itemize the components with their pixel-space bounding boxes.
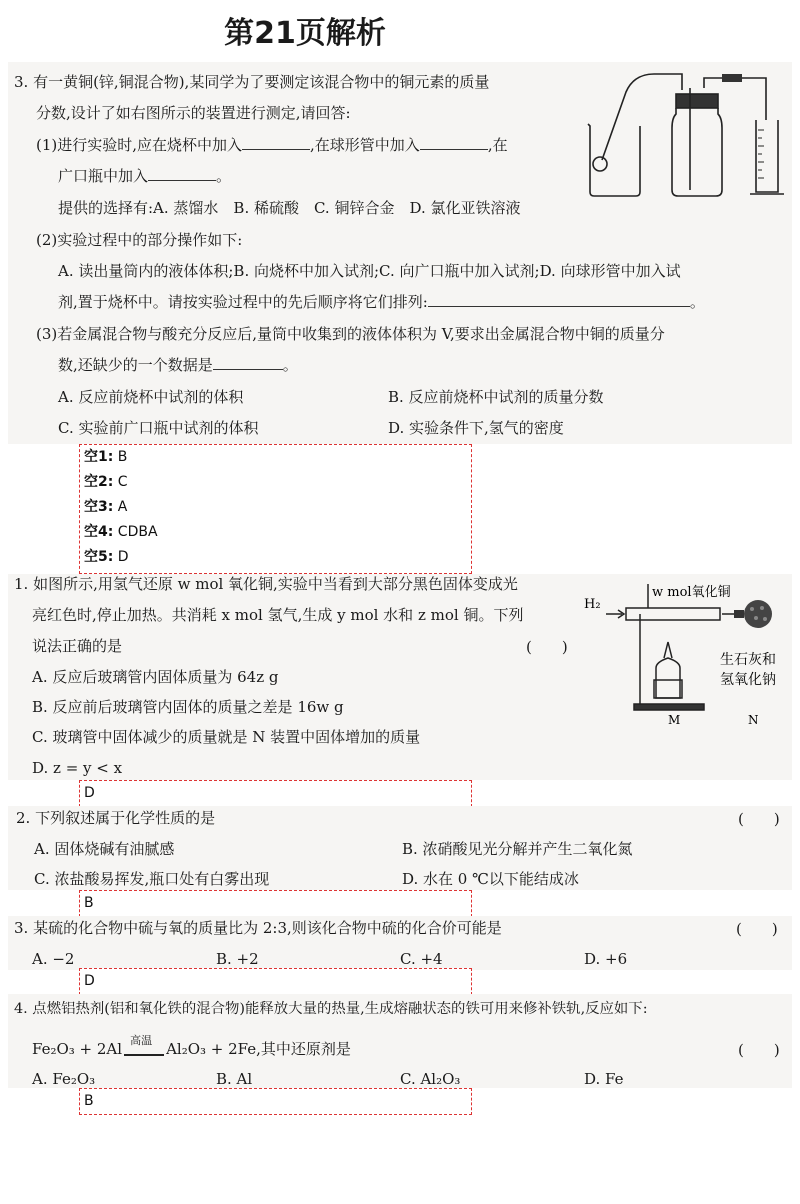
answer-box-q3	[79, 444, 472, 574]
q3-part3-b: 数,还缺少的一个数据是	[58, 356, 213, 374]
q4-option-d: D. Fe	[584, 1070, 624, 1088]
answer-key: 空5:	[84, 549, 114, 565]
q3-part2-line2	[58, 292, 705, 312]
lamp	[656, 658, 680, 698]
q3b-option-d: D. +6	[584, 950, 628, 968]
q1-option-c: C. 玻璃管中固体减少的质量就是 N 装置中固体增加的质量	[32, 728, 421, 746]
answer-box-q2	[79, 890, 472, 917]
page-title: 第21页解析	[224, 16, 386, 51]
q3-part2-b: 剂,置于烧杯中。请按实验过程中的先后顺序将它们排列:	[58, 293, 428, 311]
q3b-paren: ( )	[736, 920, 778, 938]
q3-part2: (2)实验过程中的部分操作如下:	[36, 231, 243, 249]
q3-part1-a: (1)进行实验时,应在烧杯中加入	[36, 136, 243, 154]
blank-3	[148, 166, 216, 181]
answer-value: B	[84, 1093, 94, 1109]
answer-row	[80, 545, 471, 570]
q3b-option-a: A. −2	[32, 950, 75, 968]
reduction-figure	[582, 578, 792, 726]
q2-option-c: C. 浓盐酸易挥发,瓶口处有白雾出现	[34, 870, 270, 888]
answer-value: B	[84, 895, 94, 911]
lime-label-2: 氢氧化钠	[720, 672, 776, 688]
answer-value: CDBA	[117, 524, 158, 540]
q4-paren: ( )	[738, 1041, 780, 1059]
blank-4	[428, 292, 690, 307]
answer-row	[80, 520, 471, 545]
q2-stem: 2. 下列叙述属于化学性质的是	[16, 809, 216, 827]
q3-part3-line2	[58, 355, 298, 375]
q4-eq-cond: 高温	[130, 1034, 153, 1047]
answer-row	[80, 445, 471, 470]
q3-part1-b: ,在球形管中加入	[310, 136, 420, 154]
answer-box-q3b	[79, 968, 472, 995]
q3-part1	[36, 135, 508, 155]
answer-row	[80, 495, 471, 520]
q3-option-a: A. 反应前烧杯中试剂的体积	[58, 388, 244, 406]
q4-option-c: C. Al₂O₃	[400, 1070, 461, 1088]
q3-option-b: B. 反应前烧杯中试剂的质量分数	[388, 388, 604, 406]
q3-part2-c: 。	[689, 293, 705, 311]
q3-part2-ops: A. 读出量筒内的液体体积;B. 向烧杯中加入试剂;C. 向广口瓶中加入试剂;D. 向球形管中加入试	[58, 262, 681, 280]
answer-key: 空1:	[84, 449, 114, 465]
q4-eq-left: Fe₂O₃ + 2Al	[32, 1040, 123, 1058]
q2-option-d: D. 水在 0 ℃以下能结成冰	[402, 870, 579, 888]
q4-eq-arrow	[124, 1034, 164, 1056]
lime-label-1: 生石灰和	[720, 652, 776, 668]
q3b-option-b: B. +2	[216, 950, 259, 968]
q3-line-1: 3. 有一黄铜(锌,铜混合物),某同学为了要测定该混合物中的铜元素的质量	[14, 73, 490, 91]
answer-value: D	[84, 973, 95, 989]
q4-option-b: B. Al	[216, 1070, 253, 1088]
bottle	[672, 108, 722, 196]
q3-part3: (3)若金属混合物与酸充分反应后,量筒中收集到的液体体积为 V,要求出金属混合物中铜的质量分	[36, 325, 665, 343]
q3-part1-line2	[58, 166, 231, 186]
q1-option-a: A. 反应后玻璃管内固体质量为 64z g	[32, 668, 279, 686]
q3-part1-e: 。	[216, 167, 232, 185]
q2-option-b: B. 浓硝酸见光分解并产生二氧化氮	[402, 840, 633, 858]
q4-stem: 4. 点燃铝热剂(铝和氧化铁的混合物)能释放大量的热量,生成熔融状态的铁可用来修补铁轨,反应如下:	[14, 1001, 648, 1017]
q4-equation	[32, 1034, 351, 1059]
bulb-tube	[602, 74, 682, 160]
m-label: M	[668, 713, 681, 726]
stopper	[676, 94, 718, 108]
answer-box-q1	[79, 780, 472, 807]
q3b-option-c: C. +4	[400, 950, 443, 968]
answer-value: D	[84, 785, 95, 801]
drying-tube-N	[744, 600, 772, 628]
apparatus-figure	[582, 64, 792, 204]
q3-line-2: 分数,设计了如右图所示的装置进行测定,请回答:	[36, 104, 351, 122]
q4-eq-right: Al₂O₃ + 2Fe,其中还原剂是	[166, 1040, 351, 1058]
n-label: N	[748, 713, 759, 726]
blank-1	[242, 135, 310, 150]
q3-part1-d: 广口瓶中加入	[58, 167, 149, 185]
answer-value: D	[117, 549, 129, 565]
q1-paren: ( )	[526, 638, 568, 656]
cylinder	[756, 120, 778, 192]
blank-2	[420, 135, 488, 150]
q3-part3-c: 。	[282, 356, 298, 374]
q3-option-c: C. 实验前广口瓶中试剂的体积	[58, 419, 259, 437]
q1-line-1: 1. 如图所示,用氢气还原 w mol 氧化铜,实验中当看到大部分黑色固体变成光	[14, 575, 518, 593]
q3-option-d: D. 实验条件下,氢气的密度	[388, 419, 564, 437]
answer-key: 空2:	[84, 474, 114, 490]
q3b-stem: 3. 某硫的化合物中硫与氧的质量比为 2:3,则该化合物中硫的化合价可能是	[14, 919, 502, 937]
q1-option-b: B. 反应前后玻璃管内固体的质量之差是 16w g	[32, 698, 344, 716]
beaker	[588, 124, 640, 196]
bulb	[593, 157, 607, 171]
cuo-label: w mol氧化铜	[652, 585, 731, 600]
q3-choices: 提供的选择有:A. 蒸馏水 B. 稀硫酸 C. 铜锌合金 D. 氯化亚铁溶液	[58, 199, 521, 217]
q1-line-3: 说法正确的是	[32, 637, 123, 655]
q4-option-a: A. Fe₂O₃	[32, 1070, 96, 1088]
answer-row	[80, 470, 471, 495]
q2-paren: ( )	[738, 810, 780, 828]
q1-option-d: D. z = y < x	[32, 759, 123, 777]
h2-label: H₂	[584, 597, 601, 612]
answer-key: 空3:	[84, 499, 114, 515]
q2-option-a: A. 固体烧碱有油腻感	[34, 840, 175, 858]
q3-part1-c: ,在	[487, 136, 508, 154]
answer-value: B	[117, 449, 128, 465]
blank-5	[213, 355, 283, 370]
answer-key: 空4:	[84, 524, 114, 540]
answer-value: C	[117, 474, 128, 490]
q1-line-2: 亮红色时,停止加热。共消耗 x mol 氢气,生成 y mol 水和 z mol 铜。下列	[32, 606, 524, 624]
stand-base	[634, 704, 704, 710]
answer-box-q4	[79, 1088, 472, 1115]
answer-value: A	[117, 499, 128, 515]
